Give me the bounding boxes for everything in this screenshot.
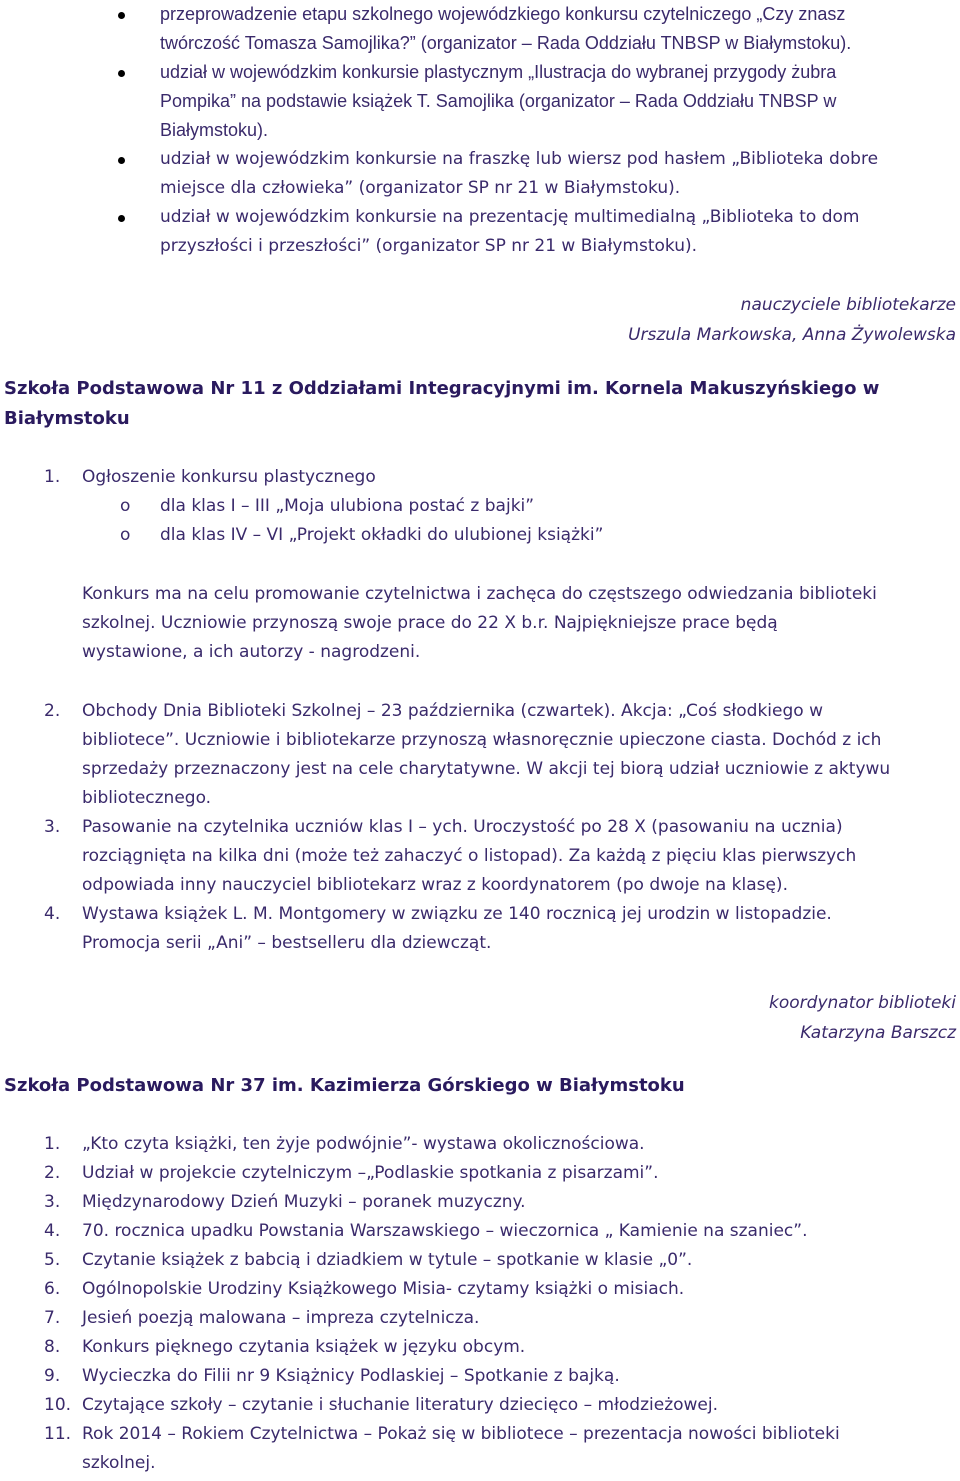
list-number: 7. — [44, 1308, 61, 1328]
signature-names: Katarzyna Barszcz — [800, 1023, 956, 1043]
list-number: 3. — [44, 817, 61, 837]
list-item: Czytanie książek z babcią i dziadkiem w tytule – spotkanie w klasie „0”. — [82, 1250, 693, 1270]
paragraph-line: Konkurs ma na celu promowanie czytelnictwa i zachęca do częstszego odwiedzania biblioteki — [82, 584, 877, 604]
sub-item: dla klas I – III „Moja ulubiona postać z bajki” — [160, 496, 535, 516]
list-item: Wystawa książek L. M. Montgomery w związku ze 140 rocznicą jej urodzin w listopadzie. — [82, 904, 832, 924]
list-item: rozciągnięta na kilka dni (może też zahaczyć o listopad). Za każdą z pięciu klas pierwszych — [82, 846, 857, 866]
list-number: 4. — [44, 904, 61, 924]
school-heading: Białymstoku — [4, 408, 130, 429]
list-number: 8. — [44, 1337, 61, 1357]
list-item: Jesień poezją malowana – impreza czytelnicza. — [82, 1308, 480, 1328]
list-item: „Kto czyta książki, ten żyje podwójnie”- wystawa okolicznościowa. — [82, 1134, 645, 1154]
bullet-line: twórczość Tomasza Samojlika?” (organizator – Rada Oddziału TNBSP w Białymstoku). — [160, 33, 852, 53]
bullet-icon — [118, 70, 125, 77]
list-item: Ogłoszenie konkursu plastycznego — [82, 467, 376, 487]
list-item: Międzynarodowy Dzień Muzyki – poranek muzyczny. — [82, 1192, 526, 1212]
bullet-line: udział w wojewódzkim konkursie na fraszkę lub wiersz pod hasłem „Biblioteka dobre — [160, 149, 879, 169]
bullet-line: Białymstoku). — [160, 120, 269, 140]
paragraph-line: szkolnej. Uczniowie przynoszą swoje prace do 22 X b.r. Najpiękniejsze prace będą — [82, 613, 778, 633]
list-number: 11. — [44, 1424, 72, 1444]
list-number: 6. — [44, 1279, 61, 1299]
list-number: 2. — [44, 1163, 61, 1183]
paragraph-line: wystawione, a ich autorzy - nagrodzeni. — [82, 642, 421, 662]
list-item: odpowiada inny nauczyciel bibliotekarz wraz z koordynatorem (po dwoje na klasę). — [82, 875, 788, 895]
list-item: Rok 2014 – Rokiem Czytelnictwa – Pokaż się w bibliotece – prezentacja nowości biblioteki — [82, 1424, 840, 1444]
bullet-line: przyszłości i przeszłości” (organizator SP nr 21 w Białymstoku). — [160, 236, 698, 256]
bullet-line: miejsce dla człowieka” (organizator SP nr 21 w Białymstoku). — [160, 178, 681, 198]
school-heading: Szkoła Podstawowa Nr 11 z Oddziałami Integracyjnymi im. Kornela Makuszyńskiego w — [4, 378, 880, 399]
list-number: 10. — [44, 1395, 72, 1415]
circle-bullet: o — [120, 525, 131, 545]
list-number: 2. — [44, 701, 61, 721]
list-number: 5. — [44, 1250, 61, 1270]
list-item: Ogólnopolskie Urodziny Książkowego Misia- czytamy książki o misiach. — [82, 1279, 685, 1299]
school-heading: Szkoła Podstawowa Nr 37 im. Kazimierza Górskiego w Białymstoku — [4, 1075, 685, 1096]
list-item: bibliotece”. Uczniowie i bibliotekarze przynoszą własnoręcznie upieczone ciasta. Dochód z ich — [82, 730, 882, 750]
bullet-icon — [118, 157, 125, 164]
list-item: Wycieczka do Filii nr 9 Książnicy Podlaskiej – Spotkanie z bajką. — [82, 1366, 620, 1386]
list-item: Czytające szkoły – czytanie i słuchanie literatury dziecięco – młodzieżowej. — [82, 1395, 719, 1415]
list-item: Obchody Dnia Biblioteki Szkolnej – 23 października (czwartek). Akcja: „Coś słodkiego w — [82, 701, 823, 721]
signature-role: koordynator biblioteki — [769, 993, 956, 1013]
list-item: Udział w projekcie czytelniczym –„Podlaskie spotkania z pisarzami”. — [82, 1163, 659, 1183]
list-number: 1. — [44, 1134, 61, 1154]
signature-names: Urszula Markowska, Anna Żywolewska — [628, 325, 956, 345]
list-item: Promocja serii „Ani” – bestselleru dla dziewcząt. — [82, 933, 492, 953]
list-item: bibliotecznego. — [82, 788, 212, 808]
list-item: Pasowanie na czytelnika uczniów klas I – ych. Uroczystość po 28 X (pasowaniu na ucznia) — [82, 817, 843, 837]
list-number: 3. — [44, 1192, 61, 1212]
list-number: 1. — [44, 467, 61, 487]
list-number: 9. — [44, 1366, 61, 1386]
list-item: 70. rocznica upadku Powstania Warszawskiego – wieczornica „ Kamienie na szaniec”. — [82, 1221, 808, 1241]
bullet-line: przeprowadzenie etapu szkolnego wojewódzkiego konkursu czytelniczego „Czy znasz — [160, 4, 846, 24]
bullet-line: udział w wojewódzkim konkursie na prezentację multimedialną „Biblioteka to dom — [160, 207, 860, 227]
signature-role: nauczyciele bibliotekarze — [740, 295, 956, 315]
bullet-line: udział w wojewódzkim konkursie plastycznym „Ilustracja do wybranej przygody żubra — [160, 62, 837, 82]
circle-bullet: o — [120, 496, 131, 516]
list-item: sprzedaży przeznaczony jest na cele charytatywne. W akcji tej biorą udział uczniowie z aktywu — [82, 759, 891, 779]
list-item: Konkurs pięknego czytania książek w języku obcym. — [82, 1337, 526, 1357]
bullet-line: Pompika” na podstawie książek T. Samojlika (organizator – Rada Oddziału TNBSP w — [160, 91, 837, 111]
bullet-icon — [118, 215, 125, 222]
list-item: szkolnej. — [82, 1453, 156, 1473]
bullet-icon — [118, 12, 125, 19]
sub-item: dla klas IV – VI „Projekt okładki do ulubionej książki” — [160, 525, 604, 545]
list-number: 4. — [44, 1221, 61, 1241]
